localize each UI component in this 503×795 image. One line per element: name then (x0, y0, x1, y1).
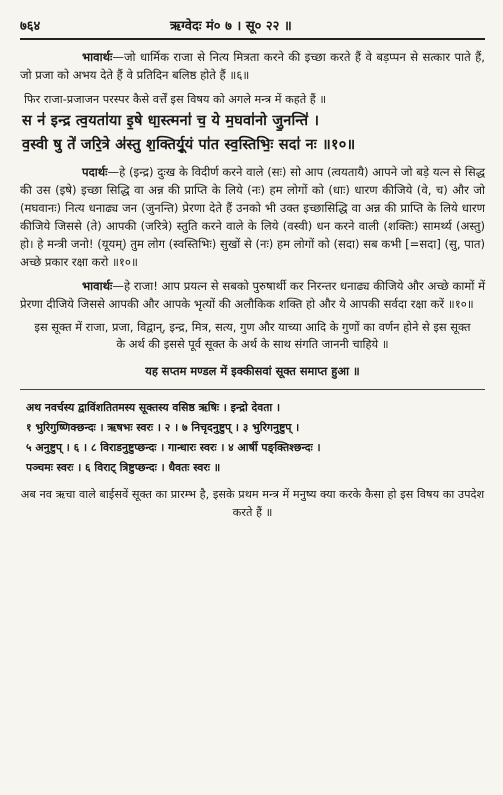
bhavarth-label-2: भावार्थः (82, 279, 113, 293)
sukta-summary: इस सूक्त में राजा, प्रजा, विद्वान्, इन्द्र, मित्र, सत्य, गुण और याच्या आदि के गुणों का वर्णन होने से इस सूक्त के अर्थ की इससे पूर्व सूक्त के अर्थ के साथ संगति जाननी चाहिये ॥ (34, 320, 471, 351)
padarth-label: पदार्थः (82, 165, 108, 179)
bhavarth-text-1: —जो धार्मिक राजा से नित्य मित्रता करने की इच्छा करते हैं वे बड़प्पन से सत्कार पाते हैं, जो प्रजा को अभय देते हैं वे प्रतिदिन बलिष्ठ होते हैं ॥६॥ (20, 50, 485, 82)
bhavarth-label-1: भावार्थः (82, 50, 113, 64)
sukta-end-note: यह सप्तम मण्डल में इक्कीसवां सूक्त समाप्त हुआ ॥ (145, 364, 360, 378)
sukta-meta-line-3: ५ अनुष्टुप् । ६ । ८ विराडनुष्टुप्छन्दः । गान्धारः स्वरः । ४ आर्षी पङ्क्तिश्छन्दः । (26, 441, 321, 454)
mantra-intro: फिर राजा-प्रजाजन परस्पर कैसे वर्त्तें इस विषय को अगले मन्त्र में कहते हैं ॥ (24, 93, 327, 106)
page-header (20, 14, 485, 36)
page-number: ७६४ (20, 19, 41, 34)
mantra-line-1: स न॑ इन्द्र त्व॒यता॑या इ॒षे धा॒स्त्मना॑ च॒ ये म॒घवा॑नो जु॒नन्ति॑ । (22, 112, 320, 129)
sukta-meta-line-2: १ भुरिगुष्णिक्छन्दः । ऋषभः स्वरः । २ । ७ निचृदनुष्टुप् । ३ भुरिगनुष्टुप् । (26, 421, 300, 434)
running-title: ऋग्वेदः मं० ७ । सू० २२ ॥ (170, 19, 292, 34)
padarth-paragraph (20, 163, 485, 271)
next-sukta-intro: अब नव ऋचा वाले बाईसवें सूक्त का प्रारम्भ है, इसके प्रथम मन्त्र में मनुष्य क्या करके कैसा हो इस विषय का उपदेश करते हैं ॥ (20, 488, 485, 519)
section-divider (20, 389, 485, 390)
mantra-line-2: व॒स्वी षु ते॑ जरि॒त्रे अ॑स्तु श॒क्तिर्यू॒यं पा॑त स्व॒स्तिभिः॒ सदा॑ नः ॥१०॥ (22, 136, 356, 153)
bhavarth-paragraph-2 (20, 277, 485, 313)
padarth-text: —हे (इन्द्र) दुःख के विदीर्ण करने वाले (सः) सो आप (त्वयतायै) आपने जो बड़े यत्न से सिद्ध की उस (इषे) इच्छा सिद्धि वा अन्न की प्राप्ति के लिये (नः) हम लोगों को (धाः) धारण कीजिये (वे, च) और जो (मघवानः) नित्य धनाढ्य जन (जुनन्ति) प्रेरणा देते हैं उनको भी उक्त इच्छासिद्धि वा अन्न की प्राप्ति के लिये धारण कीजिये जिससे (ते) आपकी (जरित्रे) स्तुति करने वाले के लिये (वस्वी) धन करने वाली (शक्तिः) सामर्थ्य (अस्तु) हो। हे मन्त्री जनो! (यूयम्) तुम लोग (स्वस्तिभिः) सुखों से (नः) हम लोगों को (सदा) सब कभी [=सदा] (सु, पात) अच्छे प्रकार रक्षा करो ॥१०॥ (20, 165, 485, 269)
sukta-meta-line-4: पञ्चमः स्वरः । ६ विराट् त्रिष्टुप्छन्दः । धैवतः स्वरः ॥ (26, 461, 221, 474)
bhavarth-paragraph-1 (20, 48, 485, 84)
sukta-meta-line-1: अथ नवर्चस्य द्वाविंशतितमस्य सूक्तस्य वसिष्ठ ऋषिः । इन्द्रो देवता । (26, 401, 281, 414)
header-rule (20, 38, 485, 40)
bhavarth-text-2: —हे राजा! आप प्रयत्न से सबको पुरुषार्थी कर निरन्तर धनाढ्य कीजिये और अच्छे कामों में प्रेरणा दीजिये जिससे आपकी और आपके भृत्यों की अलौकिक शक्ति हो और ये आपकी सर्वदा रक्षा करें ॥१०॥ (20, 279, 485, 311)
